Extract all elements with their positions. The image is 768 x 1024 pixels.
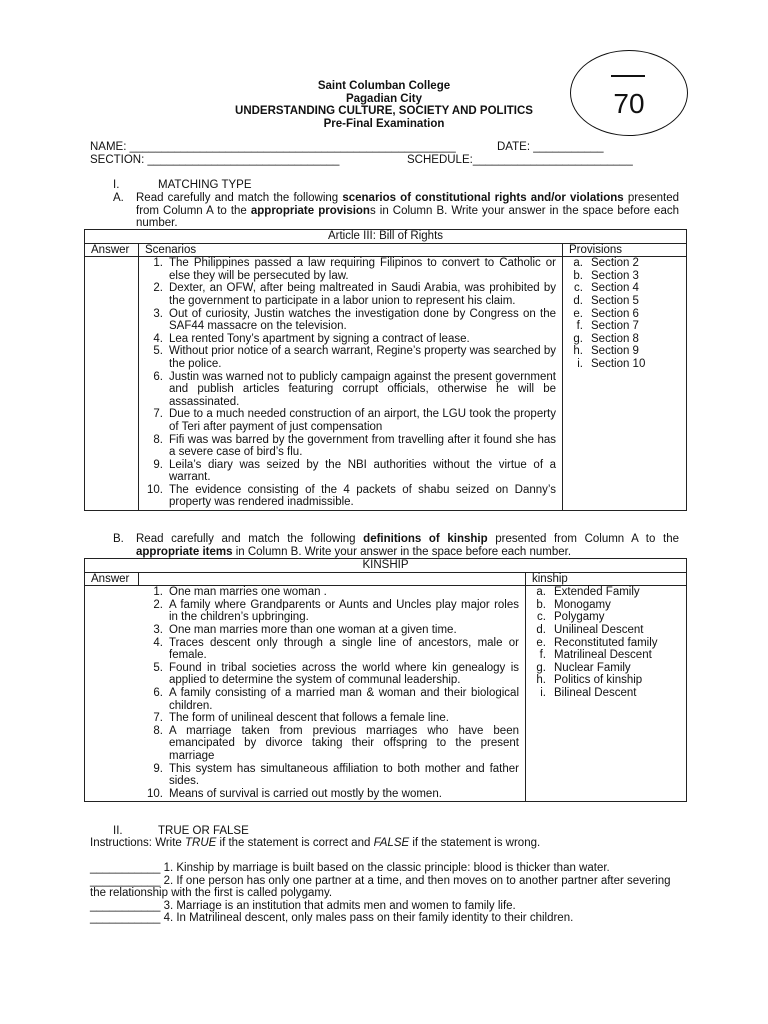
answer-blank[interactable]: ___________: [90, 862, 164, 874]
option-letter: b.: [573, 269, 583, 282]
definition-item: [139, 662, 525, 687]
item-text: Dexter, an OFW, after being maltreated in Saudi Arabia, was prohibited by the government to participate in a labor union to represent his claim.: [169, 282, 556, 307]
item-number: 10.: [147, 483, 163, 496]
provision-item: [563, 270, 686, 283]
exam-title: Pre-Final Examination: [323, 117, 445, 130]
school-name: Saint Columban College: [317, 80, 451, 92]
option-text: Section 7: [591, 320, 639, 333]
item-text: One man marries one woman .: [169, 586, 327, 599]
option-letter: g.: [536, 661, 546, 674]
bill-of-rights-table: [84, 229, 687, 511]
item-number: 4.: [153, 636, 163, 649]
definition-list: [139, 586, 525, 800]
date-field[interactable]: DATE: ___________: [497, 141, 604, 153]
definition-item: [139, 637, 525, 662]
item-text: The evidence consisting of the 4 packets of shabu seized on Danny’s property was rendered inadmissible.: [169, 483, 556, 509]
provision-item: [563, 320, 686, 333]
scenario-item: [139, 459, 562, 484]
part2-instructions: Instructions: Write TRUE if the statement is correct and FALSE if the statement is wrong.: [90, 837, 541, 849]
option-text: Matrilineal Descent: [554, 649, 652, 662]
option-letter: h.: [573, 345, 583, 358]
item-number: 1.: [153, 586, 163, 599]
part1-numeral: I.: [113, 179, 120, 191]
provision-item: [563, 257, 686, 270]
part1b-letter: B.: [113, 533, 124, 545]
scenario-item: [139, 484, 562, 509]
option-text: Nuclear Family: [554, 661, 631, 674]
answer-blank[interactable]: ___________: [90, 874, 164, 887]
statement-text: 3. Marriage is an institution that admits men and women to family life.: [163, 899, 516, 912]
scenarios-cell: [139, 257, 563, 511]
item-text: A family where Grandparents or Aunts and Uncles play major roles in the children’s upbringing.: [169, 598, 519, 624]
item-text: Means of survival is carried out mostly by the women.: [169, 787, 442, 800]
kinship-item: [526, 599, 686, 612]
option-letter: d.: [573, 294, 583, 307]
kinship-item: [526, 637, 686, 650]
item-text: Fifi was was barred by the government from travelling after it found she has a severe case of bird’s flu.: [169, 433, 556, 459]
definition-item: [139, 586, 525, 599]
option-letter: d.: [536, 623, 546, 636]
item-text: The Philippines passed a law requiring Filipinos to convert to Catholic or else they will be persecuted by law.: [169, 257, 556, 282]
item-number: 6.: [153, 686, 163, 699]
item-number: 2.: [153, 598, 163, 611]
definitions-cell[interactable]: [85, 586, 526, 802]
scenario-list: [139, 257, 562, 509]
kinship-item: [526, 674, 686, 687]
item-text: Due to a much needed construction of an airport, the LGU took the property of Teri after payment of just compensation: [169, 408, 556, 433]
schedule-label: SCHEDULE:: [407, 154, 473, 166]
scenario-item: [139, 434, 562, 459]
item-number: 4.: [153, 332, 163, 345]
part2-title: TRUE OR FALSE: [158, 825, 249, 837]
definition-item: [139, 712, 525, 725]
provision-list: [563, 257, 686, 370]
answer-column[interactable]: [85, 257, 139, 511]
option-text: Section 4: [591, 282, 639, 295]
item-text: The form of unilineal descent that follows a female line.: [169, 712, 449, 725]
item-number: 2.: [153, 282, 163, 295]
school-city: Pagadian City: [345, 92, 423, 105]
option-letter: i.: [577, 357, 583, 370]
item-number: 8.: [153, 433, 163, 446]
item-text: Traces descent only through a single line of ancestors, male or female.: [169, 636, 519, 662]
option-letter: e.: [536, 636, 546, 649]
part1a-letter: A.: [113, 192, 124, 204]
scenario-item: [139, 257, 562, 282]
part1a-instructions: Read carefully and match the following scenarios of constitutional rights and/or violations presented from Column A to the appropriate provisions in Column B. Write your answer in the space before each number.: [136, 192, 679, 230]
statement-text: 4. In Matrilineal descent, only males pass on their family identity to their children.: [163, 912, 574, 925]
item-number: 5.: [153, 345, 163, 358]
statement-text: 1. Kinship by marriage is built based on the classic principle: blood is thicker than water.: [163, 862, 610, 874]
item-number: 3.: [153, 623, 163, 636]
option-text: Section 10: [591, 357, 646, 370]
score-total: 70: [613, 88, 645, 119]
option-letter: c.: [537, 611, 546, 624]
true-false-item: [90, 862, 682, 875]
option-letter: c.: [574, 282, 583, 295]
provision-item: [563, 295, 686, 308]
true-false-item: [90, 900, 682, 913]
option-letter: a.: [573, 257, 583, 270]
option-letter: g.: [573, 332, 583, 345]
option-text: Bilineal Descent: [554, 686, 637, 699]
statement-text: 2. If one person has only one partner at a time, and then moves on to another partner after severing the relationship with the first is called polygamy.: [90, 874, 671, 900]
table-caption: KINSHIP: [85, 559, 687, 573]
section-label: SECTION:: [90, 154, 145, 166]
item-number: 3.: [153, 307, 163, 320]
name-field[interactable]: NAME: ___________________________________________________: [90, 141, 456, 153]
true-false-items: [90, 862, 682, 925]
option-text: Section 8: [591, 332, 639, 345]
part2-numeral: II.: [113, 825, 123, 837]
true-false-item: [90, 912, 682, 925]
scenario-item: [139, 333, 562, 346]
kinship-item: [526, 586, 686, 599]
definition-item: [139, 725, 525, 763]
kinship-item: [526, 611, 686, 624]
option-letter: a.: [536, 586, 546, 599]
provision-item: [563, 282, 686, 295]
item-number: 9.: [153, 762, 163, 775]
answer-blank[interactable]: ___________: [90, 912, 164, 925]
definition-item: [139, 624, 525, 637]
option-letter: f.: [539, 649, 546, 662]
provisions-cell: [563, 257, 687, 511]
item-number: 7.: [153, 408, 163, 421]
kinship-item-list: [526, 586, 686, 699]
schedule-field[interactable]: SCHEDULE:_________________________: [407, 154, 633, 166]
scenario-item: [139, 282, 562, 307]
scenario-item: [139, 408, 562, 433]
option-text: Section 5: [591, 294, 639, 307]
provision-item: [563, 308, 686, 321]
option-text: Unilineal Descent: [554, 623, 644, 636]
option-text: Section 2: [591, 257, 639, 270]
provisions-header: Provisions: [563, 243, 687, 257]
section-field[interactable]: SECTION: ______________________________: [90, 154, 340, 166]
item-text: Out of curiosity, Justin watches the investigation done by Congress on the SAF44 massacre on the television.: [169, 307, 556, 333]
item-text: Leila’s diary was seized by the NBI authorities without the virtue of a warrant.: [169, 458, 556, 484]
option-text: Polygamy: [554, 611, 605, 624]
definition-item: [139, 763, 525, 788]
score-blank-line: [611, 75, 645, 77]
kinship-item: [526, 624, 686, 637]
answer-blank[interactable]: ___________: [90, 899, 164, 912]
definitions-header: [139, 572, 526, 586]
option-letter: b.: [536, 598, 546, 611]
scenario-item: [139, 308, 562, 333]
item-number: 5.: [153, 661, 163, 674]
scenario-item: [139, 371, 562, 409]
item-text: A marriage taken from previous marriages who have been emancipated by divorce taking their offspring to the present marriage: [169, 724, 519, 762]
item-text: A family consisting of a married man & woman and their biological children.: [169, 686, 519, 712]
scenario-item: [139, 345, 562, 370]
item-number: 7.: [153, 712, 163, 725]
option-text: Section 9: [591, 345, 639, 358]
item-text: One man marries more than one woman at a given time.: [169, 623, 457, 636]
answer-header: Answer: [85, 243, 139, 257]
item-text: Lea rented Tony’s apartment by signing a contract of lease.: [169, 332, 470, 345]
kinship-items-cell: [526, 586, 687, 802]
item-number: 6.: [153, 370, 163, 383]
option-letter: h.: [536, 674, 546, 687]
item-text: This system has simultaneous affiliation to both mother and father sides.: [169, 762, 519, 788]
kinship-item: [526, 662, 686, 675]
option-letter: f.: [576, 320, 583, 333]
option-text: Section 3: [591, 269, 639, 282]
name-label: NAME:: [90, 141, 127, 153]
provision-item: [563, 345, 686, 358]
kinship-item: [526, 687, 686, 700]
scenarios-header: Scenarios: [139, 243, 563, 257]
kinship-item: [526, 649, 686, 662]
date-label: DATE:: [497, 141, 531, 153]
option-text: Monogamy: [554, 598, 611, 611]
subject-title: UNDERSTANDING CULTURE, SOCIETY AND POLITICS: [235, 105, 533, 118]
option-text: Reconstituted family: [554, 636, 658, 649]
kinship-header: kinship: [526, 572, 687, 586]
item-text: Without prior notice of a search warrant, Regine’s property was searched by the police.: [169, 345, 556, 370]
definition-item: [139, 788, 525, 801]
provision-item: [563, 333, 686, 346]
part1b-instructions: Read carefully and match the following definitions of kinship presented from Column A to the appropriate items in Column B. Write your answer in the space before each number.: [136, 533, 679, 558]
option-text: Politics of kinship: [554, 674, 643, 687]
definition-item: [139, 599, 525, 624]
true-false-item: [90, 875, 682, 900]
kinship-table: [84, 558, 687, 802]
score-box: [570, 50, 688, 136]
option-text: Extended Family: [554, 586, 640, 599]
answer-header: Answer: [85, 572, 139, 586]
item-number: 1.: [153, 257, 163, 270]
definition-item: [139, 687, 525, 712]
option-letter: e.: [573, 307, 583, 320]
item-number: 10.: [147, 787, 163, 800]
option-letter: i.: [540, 686, 546, 699]
part1-title: MATCHING TYPE: [158, 179, 252, 191]
item-number: 9.: [153, 458, 163, 471]
provision-item: [563, 358, 686, 371]
option-text: Section 6: [591, 307, 639, 320]
table-caption: Article III: Bill of Rights: [85, 230, 687, 244]
item-text: Found in tribal societies across the world where kin genealogy is applied to determine the system of communal leadership.: [169, 661, 519, 687]
item-text: Justin was warned not to publicly campaign against the present government and publish articles featuring corrupt officials, otherwise he will be assassinated.: [169, 370, 556, 408]
item-number: 8.: [153, 724, 163, 737]
